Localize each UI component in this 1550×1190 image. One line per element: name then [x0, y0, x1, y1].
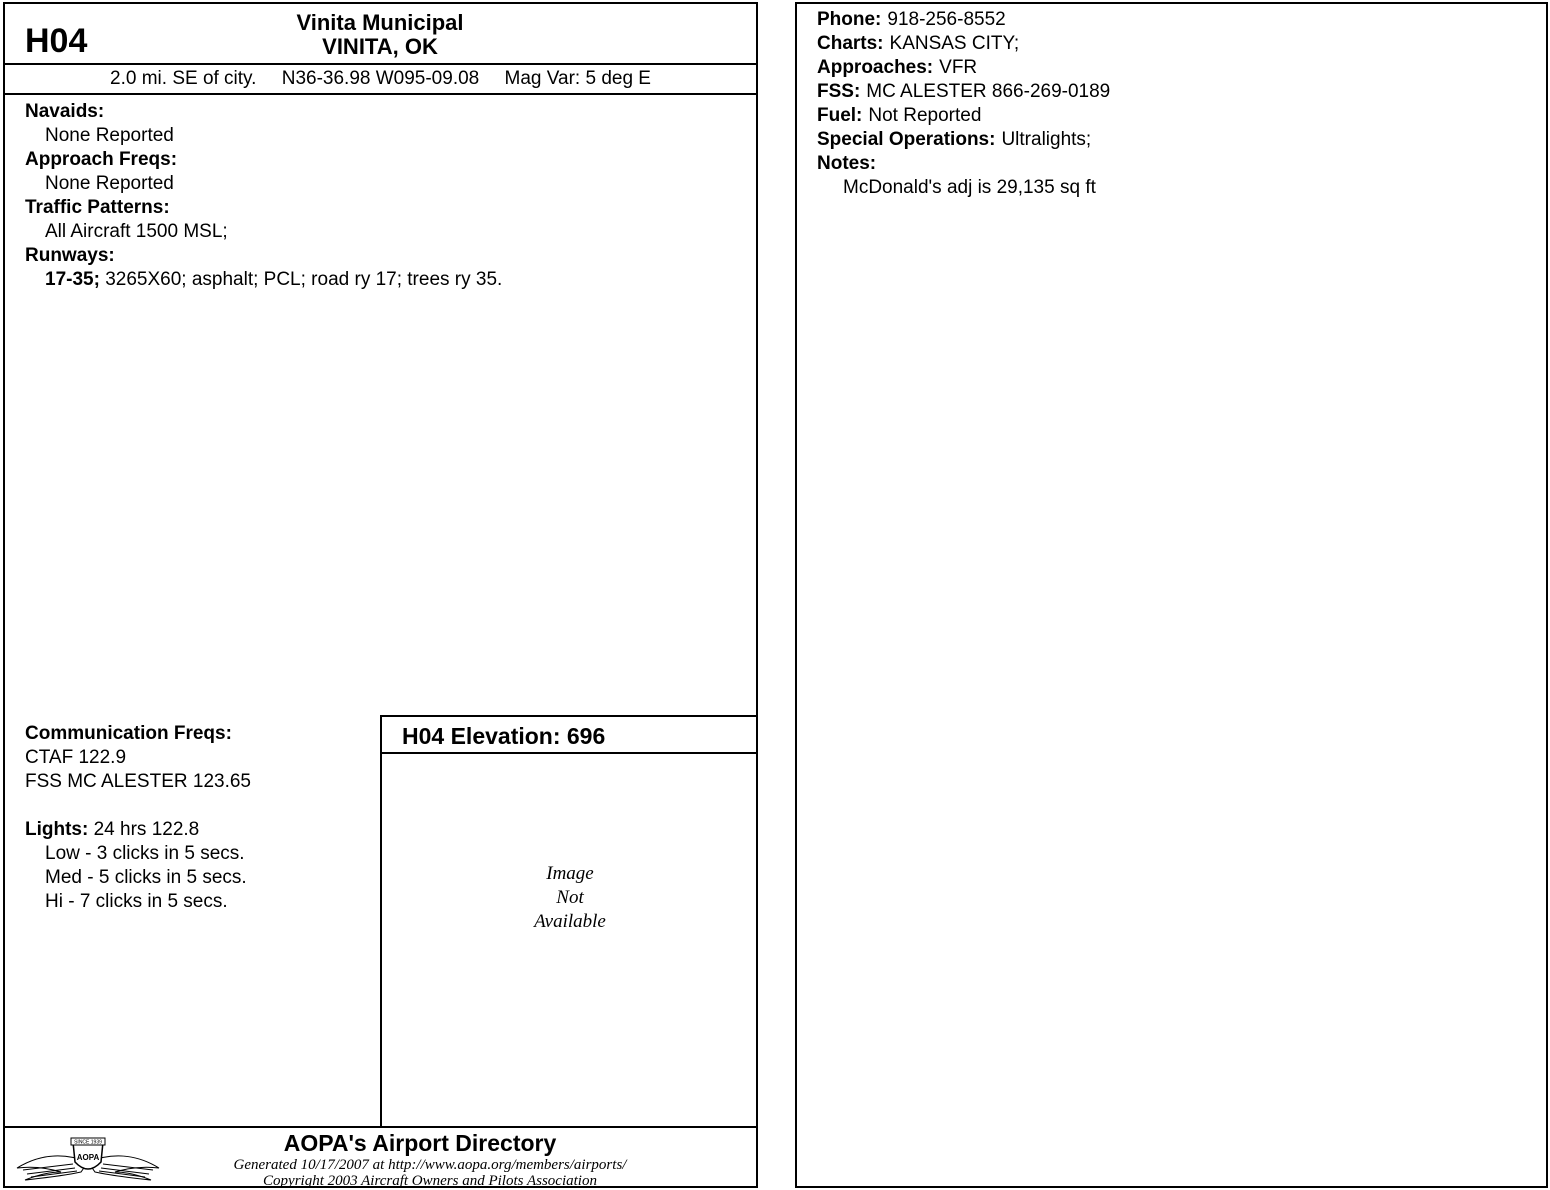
fuel-value: Not Reported: [868, 105, 982, 126]
footer-title: AOPA's Airport Directory: [283, 1130, 557, 1156]
airport-name: Vinita Municipal: [296, 10, 464, 35]
special-ops-label: Special Operations:: [817, 129, 996, 150]
divider: [382, 752, 758, 754]
location-line: [5, 68, 756, 90]
fss-row: [817, 80, 1110, 104]
lights-value: 24 hrs 122.8: [93, 819, 200, 840]
image-not-available: [382, 862, 758, 934]
approach-freqs-value: None Reported: [45, 173, 174, 194]
airport-details: [817, 8, 1110, 200]
traffic-patterns-label: Traffic Patterns:: [25, 197, 170, 218]
traffic-patterns-value: All Aircraft 1500 MSL;: [45, 221, 228, 242]
runway-id: 17-35;: [45, 269, 100, 290]
runway-entry: [25, 268, 502, 292]
airport-ident: H04: [25, 22, 88, 60]
fss-label: FSS:: [817, 81, 861, 102]
aopa-wings-logo: [13, 1132, 163, 1184]
lights-item: Low - 3 clicks in 5 secs.: [45, 843, 245, 864]
runway-description: 3265X60; asphalt; PCL; road ry 17; trees ry 35.: [105, 269, 503, 290]
elevation-box: [380, 715, 758, 1128]
fss-value: MC ALESTER 866-269-0189: [866, 81, 1111, 102]
location-magvar: Mag Var: 5 deg E: [504, 68, 651, 89]
elevation-title: H04 Elevation: 696: [402, 723, 606, 749]
approach-freqs-label: Approach Freqs:: [25, 149, 178, 170]
airport-card: [3, 2, 758, 1188]
lights-item: Med - 5 clicks in 5 secs.: [45, 867, 247, 888]
charts-row: [817, 32, 1110, 56]
airport-info: [25, 100, 502, 292]
lights-line: [25, 818, 251, 842]
noimage-line: Available: [534, 911, 606, 932]
comm-freq-item: CTAF 122.9: [25, 747, 127, 768]
footer-copyright: Copyright 2003 Aircraft Owners and Pilots Association: [263, 1173, 597, 1189]
approaches-row: [817, 56, 1110, 80]
divider: [5, 93, 756, 95]
navaids-label: Navaids:: [25, 101, 105, 122]
footer: [5, 1126, 756, 1188]
notes-label: Notes:: [817, 153, 877, 174]
approaches-label: Approaches:: [817, 57, 934, 78]
special-ops-row: [817, 128, 1110, 152]
logo-text: AOPA: [76, 1153, 100, 1162]
phone-label: Phone:: [817, 9, 882, 30]
phone-row: [817, 8, 1110, 32]
footer-generated: Generated 10/17/2007 at http://www.aopa.org/members/airports/: [233, 1157, 627, 1173]
noimage-line: Image: [546, 863, 594, 884]
airport-city: VINITA, OK: [322, 34, 438, 59]
noimage-line: Not: [556, 887, 584, 908]
location-coords: N36-36.98 W095-09.08: [281, 68, 480, 89]
communication-section: [25, 722, 251, 914]
logo-banner-text: SINCE 1939: [74, 1139, 102, 1146]
fuel-row: [817, 104, 1110, 128]
notes-value: McDonald's adj is 29,135 sq ft: [843, 177, 1096, 198]
charts-label: Charts:: [817, 33, 884, 54]
comm-freq-item: FSS MC ALESTER 123.65: [25, 771, 251, 792]
special-ops-value: Ultralights;: [1001, 129, 1092, 150]
lights-item: Hi - 7 clicks in 5 secs.: [45, 891, 228, 912]
fuel-label: Fuel:: [817, 105, 863, 126]
approaches-value: VFR: [939, 57, 978, 78]
charts-value: KANSAS CITY;: [889, 33, 1020, 54]
location-distance: 2.0 mi. SE of city.: [110, 68, 257, 89]
divider: [5, 63, 756, 65]
airport-details-card: [795, 2, 1548, 1188]
airport-title: [185, 11, 575, 59]
phone-value: 918-256-8552: [887, 9, 1006, 30]
navaids-value: None Reported: [45, 125, 174, 146]
comm-freqs-label: Communication Freqs:: [25, 723, 232, 744]
runways-label: Runways:: [25, 245, 115, 266]
lights-label: Lights:: [25, 819, 89, 840]
